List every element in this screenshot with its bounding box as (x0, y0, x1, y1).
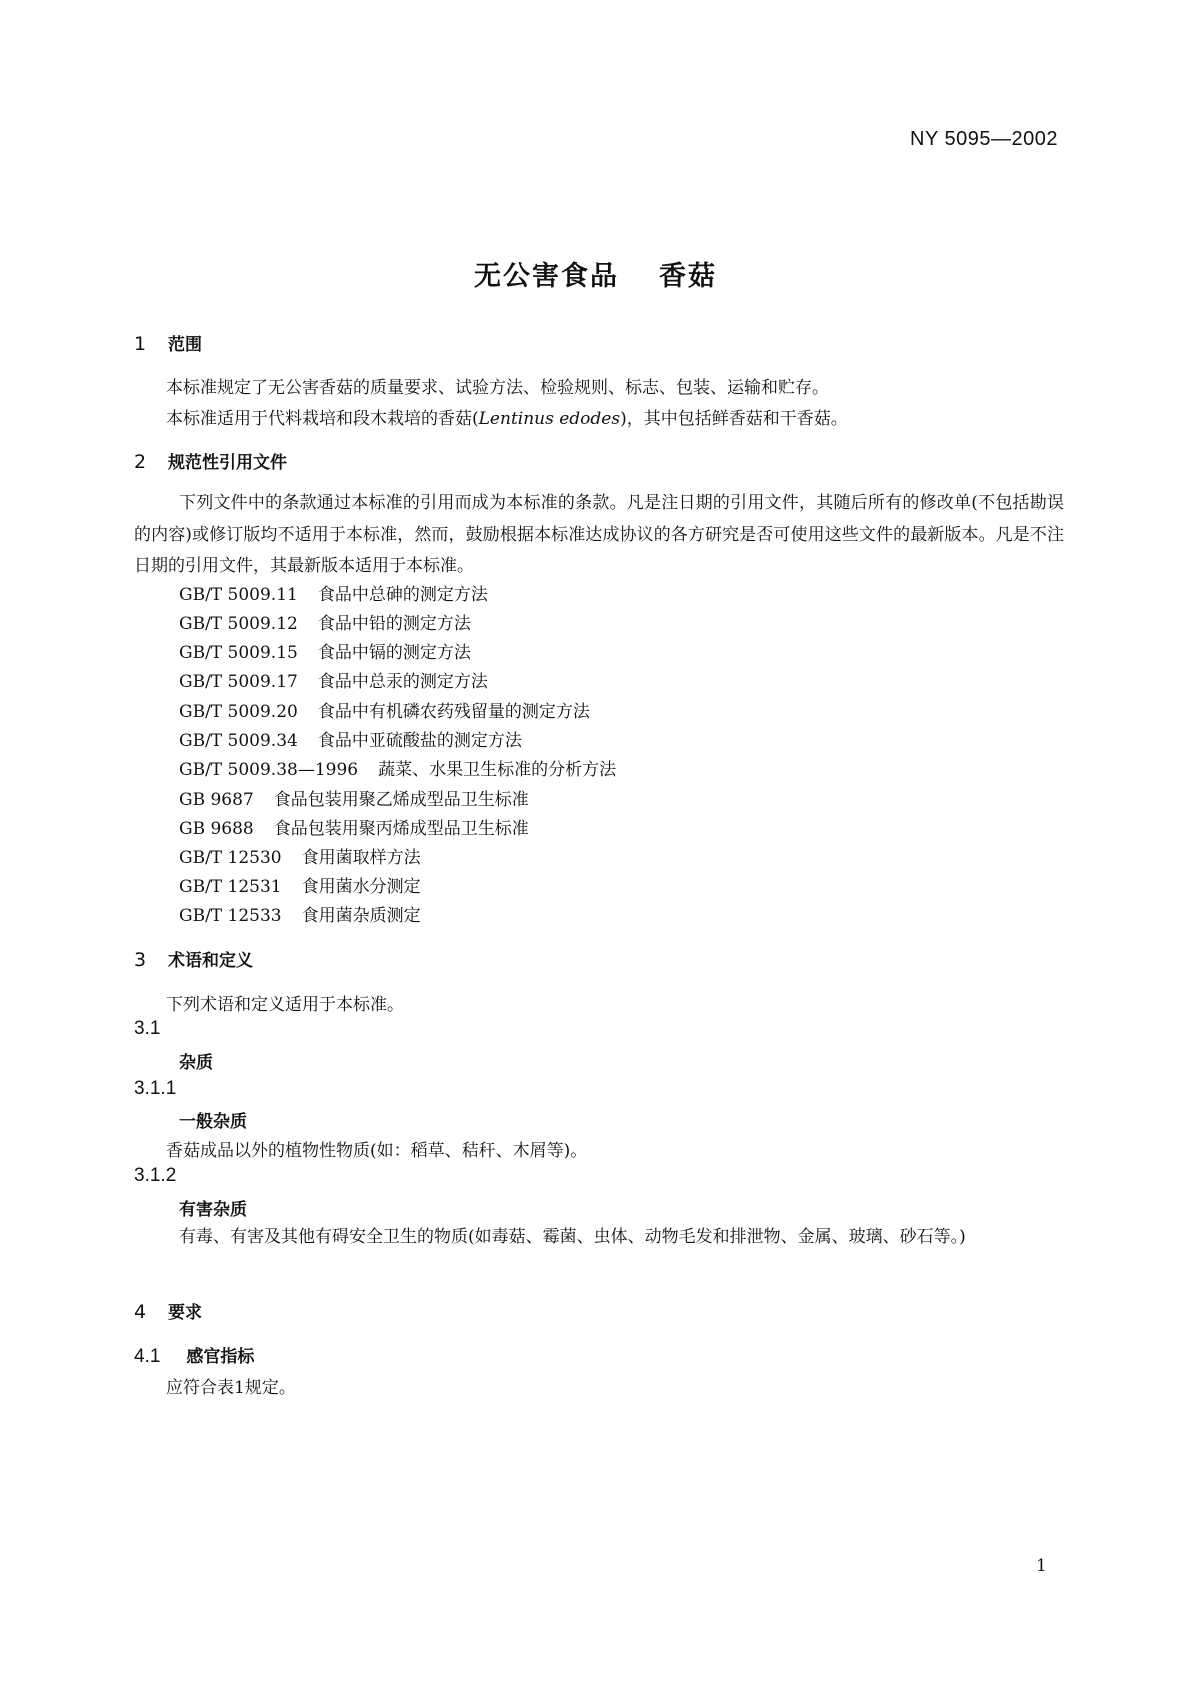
reference-name: 食品中亚硫酸盐的测定方法 (317, 731, 522, 751)
reference-name: 食品中总砷的测定方法 (317, 585, 488, 605)
clause-3-1-1-title: 一般杂质 (179, 1112, 247, 1132)
clause-3-1-2-text: 有毒、有害及其他有碍安全卫生的物质(如毒菇、霉菌、虫体、动物毛发和排泄物、金属、玻璃、砂石等。) (179, 1227, 966, 1247)
clause-3-1-title: 杂质 (179, 1053, 213, 1073)
section-number: 1 (134, 333, 147, 355)
reference-code: GB/T 5009.11 (179, 585, 298, 605)
clause-3-1-number: 3.1 (134, 1018, 161, 1039)
section-title: 要求 (168, 1303, 202, 1323)
reference-item (179, 697, 590, 722)
reference-name: 食品包装用聚乙烯成型品卫生标准 (273, 790, 529, 810)
reference-code: GB 9687 (179, 790, 254, 810)
standard-code: NY 5095—2002 (910, 128, 1058, 150)
section-title: 范围 (168, 335, 202, 355)
text-run: 本标准适用于代料栽培和段木栽培的香菇( (166, 409, 479, 429)
reference-item (179, 814, 529, 839)
reference-code: GB 9688 (179, 819, 254, 839)
reference-item (179, 580, 488, 605)
section-title: 术语和定义 (168, 951, 253, 971)
reference-code: GB/T 5009.38—1996 (179, 760, 359, 780)
section-1-paragraph-2 (166, 404, 848, 429)
section-2-heading (134, 448, 287, 473)
reference-name: 食品包装用聚丙烯成型品卫生标准 (273, 819, 529, 839)
reference-name: 食用菌杂质测定 (301, 906, 421, 926)
reference-code: GB/T 5009.20 (179, 702, 298, 722)
reference-item (179, 843, 421, 868)
clause-number: 4.1 (134, 1346, 161, 1367)
section-3-intro: 下列术语和定义适用于本标准。 (166, 995, 404, 1015)
reference-name: 食用菌取样方法 (301, 848, 421, 868)
reference-code: GB/T 5009.17 (179, 672, 298, 692)
title-part-1: 无公害食品 (474, 261, 619, 292)
reference-item (179, 667, 488, 692)
section-1-heading (134, 330, 202, 355)
clause-title: 感官指标 (186, 1347, 255, 1367)
title-part-2: 香菇 (659, 261, 717, 292)
reference-name: 食品中总汞的测定方法 (317, 672, 488, 692)
reference-name: 食品中铅的测定方法 (317, 614, 471, 634)
section-number: 2 (134, 451, 147, 473)
section-4-heading (134, 1298, 202, 1323)
text-run: )，其中包括鲜香菇和干香菇。 (620, 409, 848, 429)
page-number: 1 (1036, 1556, 1047, 1576)
clause-4-1-heading (134, 1342, 254, 1368)
section-number: 3 (134, 949, 147, 971)
reference-code: GB/T 12530 (179, 848, 282, 868)
clause-4-1-text: 应符合表1规定。 (166, 1378, 296, 1398)
section-1-paragraph-1: 本标准规定了无公害香菇的质量要求、试验方法、检验规则、标志、包装、运输和贮存。 (166, 378, 829, 398)
reference-item (179, 609, 471, 634)
reference-item (179, 901, 421, 926)
reference-code: GB/T 5009.12 (179, 614, 298, 634)
reference-code: GB/T 5009.34 (179, 731, 298, 751)
clause-3-1-2-title: 有害杂质 (179, 1200, 247, 1220)
reference-code: GB/T 12533 (179, 906, 282, 926)
section-title: 规范性引用文件 (168, 453, 287, 473)
section-number: 4 (134, 1301, 147, 1323)
reference-item (179, 872, 421, 897)
clause-3-1-1-number: 3.1.1 (134, 1078, 177, 1099)
section-3-heading (134, 946, 253, 971)
reference-item (179, 785, 529, 810)
reference-item (179, 726, 522, 751)
reference-code: GB/T 12531 (179, 877, 282, 897)
clause-3-1-2-number: 3.1.2 (134, 1165, 177, 1186)
reference-name: 食品中镉的测定方法 (317, 643, 471, 663)
reference-item (179, 638, 471, 663)
reference-name: 食品中有机磷农药残留量的测定方法 (317, 702, 590, 722)
latin-name: Lentinus edodes (478, 409, 621, 429)
reference-name: 食用菌水分测定 (301, 877, 421, 897)
reference-code: GB/T 5009.15 (179, 643, 298, 663)
page-title (0, 254, 1191, 293)
reference-item (179, 755, 616, 780)
clause-3-1-1-text: 香菇成品以外的植物性物质(如：稻草、秸秆、木屑等)。 (166, 1141, 588, 1161)
reference-name: 蔬菜、水果卫生标准的分析方法 (378, 760, 617, 780)
section-2-paragraph: 下列文件中的条款通过本标准的引用而成为本标准的条款。凡是注日期的引用文件，其随后所有的修改单(不包括勘误的内容)或修订版均不适用于本标准，然而，鼓励根据本标准达成协议的各方研究是否可使用这些文件的最新版本。凡是不注日期的引用文件，其最新版本适用于本标准。 (134, 493, 1064, 576)
